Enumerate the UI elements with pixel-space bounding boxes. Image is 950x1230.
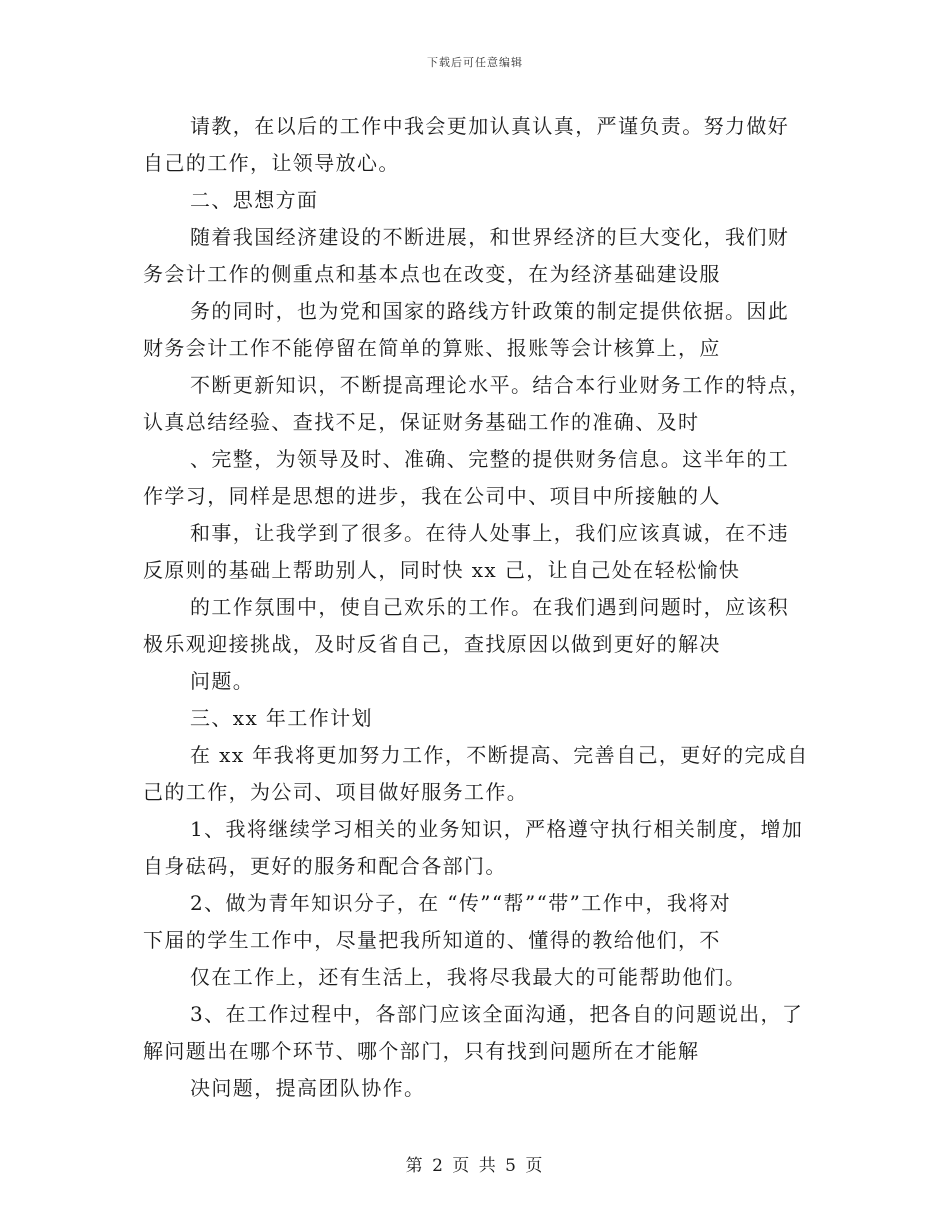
text-line: 和事，让我学到了很多。在待人处事上，我们应该真诚，在不违: [190, 521, 790, 545]
text-line: 的工作氛围中，使自己欢乐的工作。在我们遇到问题时，应该积: [190, 595, 790, 619]
text-line: 决问题，提高团队协作。: [190, 1076, 426, 1100]
page-header: 下载后可任意编辑: [427, 56, 523, 69]
text-line: 作学习，同样是思想的进步，我在公司中、项目中所接触的人: [143, 484, 721, 508]
text-line: 反原则的基础上帮助别人，同时快 xx 己，让自己处在轻松愉快: [143, 558, 741, 582]
text-line: 随着我国经济建设的不断进展，和世界经济的巨大变化，我们财: [190, 225, 790, 249]
document-body: [143, 108, 811, 1107]
text-line: 问题。: [190, 669, 255, 693]
text-line: 认真总结经验、查找不足，保证财务基础工作的准确、及时: [143, 410, 700, 434]
text-line: 请教，在以后的工作中我会更加认真认真，严谨负责。努力做好: [190, 114, 790, 138]
text-line: 己的工作，为公司、项目做好服务工作。: [143, 780, 529, 804]
text-line: 极乐观迎接挑战，及时反省自己，查找原因以做到更好的解决: [143, 632, 721, 656]
section-heading: 三、xx 年工作计划: [190, 706, 373, 730]
text-line: 务会计工作的侧重点和基本点也在改变，在为经济基础建设服: [143, 262, 721, 286]
list-item: 3、在工作过程中，各部门应该全面沟通，把各自的问题说出，了: [190, 1002, 804, 1026]
text-line: 自身砝码，更好的服务和配合各部门。: [143, 854, 507, 878]
text-line: 务的同时，也为党和国家的路线方针政策的制定提供依据。因此: [190, 299, 790, 323]
section-heading: 二、思想方面: [190, 188, 319, 212]
text-line: 、完整，为领导及时、准确、完整的提供财务信息。这半年的工: [190, 447, 790, 471]
text-line: 财务会计工作不能停留在简单的算账、报账等会计核算上，应: [143, 336, 721, 360]
text-line: 自己的工作，让领导放心。: [143, 151, 400, 175]
list-item: 1、我将继续学习相关的业务知识，严格遵守执行相关制度，增加: [190, 817, 804, 841]
page-number-footer: 第 2 页 共 5 页: [405, 1156, 545, 1176]
text-line: 解问题出在哪个环节、哪个部门，只有找到问题所在才能解: [143, 1039, 700, 1063]
list-item: 2、做为青年知识分子，在 “传”“帮”“带”工作中，我将对: [190, 891, 732, 915]
text-line: 在 xx 年我将更加努力工作，不断提高、完善自己，更好的完成自: [190, 743, 809, 767]
text-line: 不断更新知识，不断提高理论水平。结合本行业财务工作的特点，: [190, 373, 811, 397]
text-line: 下届的学生工作中，尽量把我所知道的、懂得的教给他们，不: [143, 928, 721, 952]
text-line: 仅在工作上，还有生活上，我将尽我最大的可能帮助他们。: [190, 965, 747, 989]
